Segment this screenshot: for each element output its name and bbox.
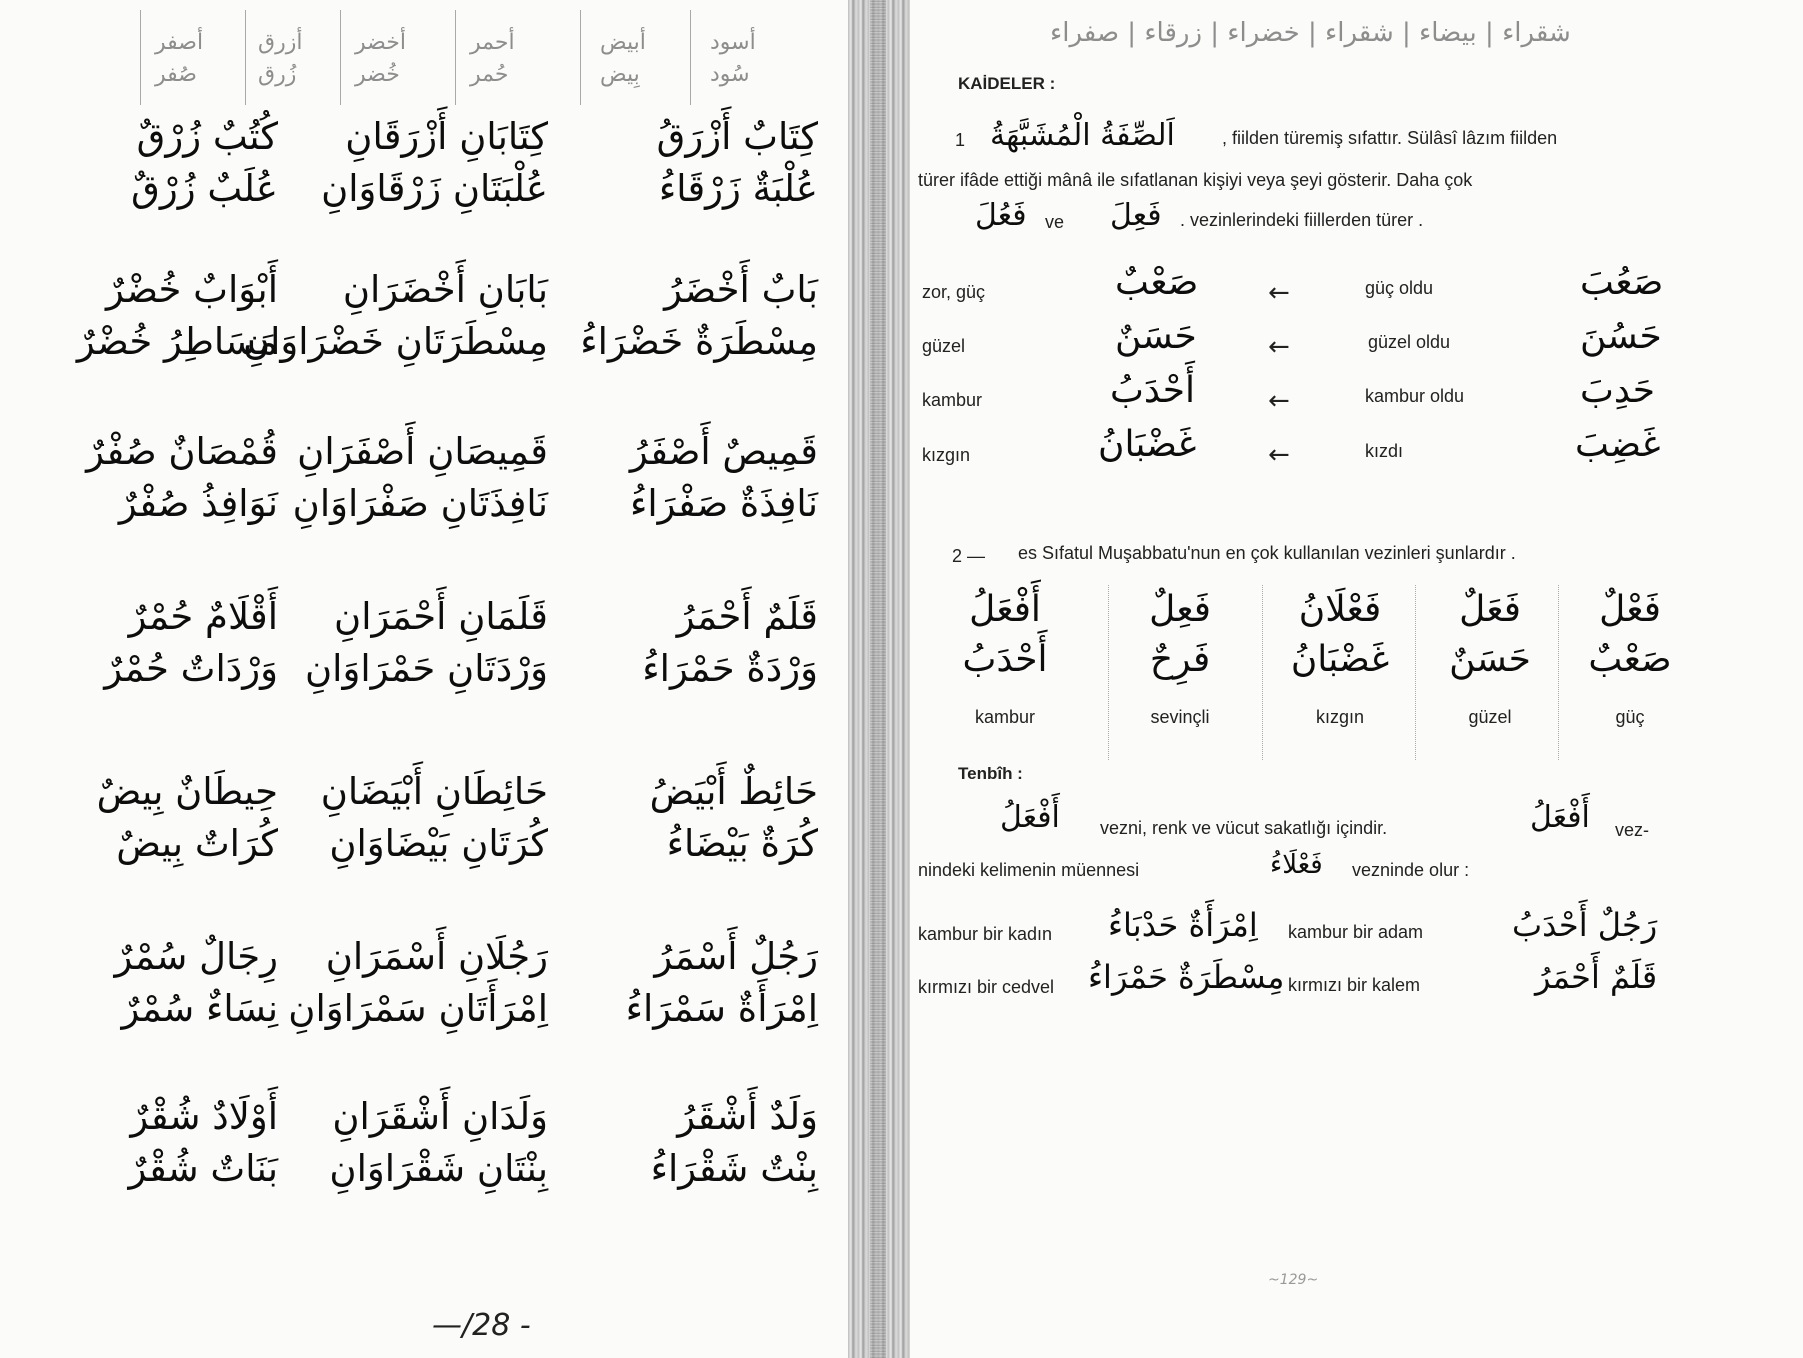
plural-masc: كُتُبٌ زُرْقٌ — [136, 115, 278, 158]
plural-masc: أَقْلَامٌ حُمْرٌ — [128, 595, 278, 638]
dual-fem: اِمْرَأَتَانِ سَمْرَاوَانِ — [288, 987, 548, 1030]
pattern-a: فَعُلَ — [975, 198, 1027, 233]
masc-translation: kambur bir adam — [1288, 922, 1424, 942]
pattern-column — [940, 585, 1070, 728]
tenbih-wazn: أَفْعَلُ — [1000, 800, 1060, 835]
pattern-translation: güç — [1615, 707, 1645, 727]
rule-ve: ve — [1045, 212, 1065, 232]
pattern-column — [1425, 585, 1555, 728]
wazn-arabic: فَعْلٌ — [1599, 589, 1661, 630]
header-note: أصفر — [155, 30, 204, 55]
wazn-arabic: أَفْعَلُ — [969, 589, 1041, 630]
verb-arabic: حَدِبَ — [1580, 370, 1656, 411]
column-divider — [1415, 585, 1416, 760]
singular-fem: عُلْبَةٌ زَرْقَاءُ — [658, 167, 818, 210]
dual-masc: قَلَمَانِ أَحْمَرَانِ — [334, 595, 548, 638]
header-note: صُفر — [155, 62, 197, 87]
pattern-translation: güzel — [1468, 707, 1512, 727]
plural-masc: أَوْلَادٌ شُقْرٌ — [130, 1095, 278, 1138]
rule-number: 1 — [955, 130, 966, 150]
plural-fem: كُرَاتٌ بِيضٌ — [116, 822, 278, 865]
dual-fem: مِسْطَرَتَانِ خَضْرَاوَانِ — [242, 320, 548, 363]
header-note: خُضر — [355, 62, 400, 87]
column-divider — [1108, 585, 1109, 760]
singular-masc: قَمِيصٌ أَصْفَرُ — [629, 430, 818, 473]
example-arabic: غَضْبَانُ — [1290, 639, 1390, 680]
singular-fem: مِسْطَرَةٌ خَضْرَاءُ — [580, 320, 818, 363]
singular-fem: كُرَةٌ بَيْضَاءُ — [666, 822, 818, 865]
example-arabic: فَرِحٌ — [1149, 639, 1211, 680]
rule-number: 2 — — [952, 546, 986, 566]
adj-translation: zor, güç — [922, 282, 986, 302]
arabic-term: اَلصِّفَةُ الْمُشَبَّهَةُ — [990, 118, 1175, 153]
adj-arabic: صَعْبٌ — [1115, 262, 1199, 303]
singular-masc: كِتَابٌ أَزْرَقُ — [656, 115, 818, 158]
rule-text-line2: türer ifâde ettiği mânâ ile sıfatlanan kişiyi veya şeyi gösterir. Daha çok — [918, 170, 1473, 190]
plural-masc: قُمْصَانٌ صُفْرٌ — [86, 430, 278, 473]
adj-translation: güzel — [922, 336, 966, 356]
plural-fem: عُلَبٌ زُرْقٌ — [131, 167, 278, 210]
right-header-notes: شقراء | بيضاء | شقراء | خضراء | زرقاء | صفراء — [1050, 18, 1571, 48]
masc-arabic: قَلَمٌ أَحْمَرُ — [1535, 958, 1658, 996]
pattern-column — [1115, 585, 1245, 728]
singular-fem: وَرْدَةٌ حَمْرَاءُ — [642, 647, 818, 690]
plural-masc: رِجَالٌ سُمْرٌ — [114, 935, 278, 978]
header-note: حُمر — [470, 62, 509, 87]
header-note: بِيض — [600, 62, 640, 87]
example-arabic: أَحْدَبُ — [962, 639, 1048, 680]
singular-fem: بِنْتٌ شَقْرَاءُ — [650, 1147, 818, 1190]
plural-fem: نِسَاءٌ سُمْرٌ — [121, 987, 278, 1030]
header-note: أسود — [710, 30, 756, 55]
verb-translation: kızdı — [1365, 441, 1404, 461]
pattern-translation: kızgın — [1315, 707, 1365, 727]
dual-fem: وَرْدَتَانِ حَمْرَاوَانِ — [305, 647, 548, 690]
pattern-b: فَعِلَ — [1110, 198, 1162, 233]
singular-masc: حَائِطٌ أَبْيَضُ — [649, 770, 818, 813]
wazn-arabic: فَعْلَانُ — [1298, 589, 1382, 630]
wazn-arabic: فَعَلٌ — [1459, 589, 1521, 630]
adj-arabic: غَضْبَانُ — [1098, 424, 1197, 465]
singular-fem: نَافِذَةٌ صَفْرَاءُ — [629, 482, 818, 525]
adj-arabic: أَحْدَبُ — [1110, 370, 1196, 411]
header-note: أزرق — [258, 30, 303, 55]
dual-fem: كُرَتَانِ بَيْضَاوَانِ — [329, 822, 548, 865]
singular-masc: رَجُلٌ أَسْمَرُ — [654, 935, 818, 978]
verb-translation: kambur oldu — [1365, 386, 1465, 406]
tenbih-text1: vezni, renk ve vücut sakatlığı içindir. — [1100, 818, 1388, 838]
dual-fem: عُلْبَتَانِ زَرْقَاوَانِ — [321, 167, 548, 210]
pattern-column — [1565, 585, 1695, 728]
arrow-icon: ← — [1268, 386, 1290, 416]
masc-arabic: رَجُلٌ أَحْدَبُ — [1512, 906, 1658, 944]
column-divider — [1558, 585, 1559, 760]
dual-masc: وَلَدَانِ أَشْقَرَانِ — [332, 1095, 548, 1138]
adj-arabic: حَسَنٌ — [1115, 316, 1197, 357]
column-divider — [1262, 585, 1263, 760]
section-title: KAİDELER : — [958, 74, 1056, 93]
rule-text: es Sıfatul Muşabbatu'nun en çok kullanılan vezinleri şunlardır . — [1018, 543, 1516, 563]
plural-masc: أَبْوَابٌ خُضْرٌ — [106, 268, 278, 311]
pattern-translation: sevinçli — [1150, 707, 1210, 727]
verb-arabic: حَسُنَ — [1580, 316, 1662, 357]
dual-fem: نَافِذَتَانِ صَفْرَاوَانِ — [292, 482, 548, 525]
page-number-right: ~129~ — [1268, 1272, 1319, 1288]
tenbih-vez: vez- — [1615, 820, 1650, 840]
singular-fem: اِمْرَأَةٌ سَمْرَاءُ — [625, 987, 818, 1030]
fem-translation: kırmızı bir cedvel — [918, 977, 1055, 997]
singular-masc: وَلَدٌ أَشْقَرُ — [677, 1095, 818, 1138]
dual-fem: بِنْتَانِ شَقْرَاوَانِ — [329, 1147, 548, 1190]
dual-masc: حَائِطَانِ أَبْيَضَانِ — [320, 770, 548, 813]
masc-translation: kırmızı bir kalem — [1288, 975, 1421, 995]
rule-text-line3: . vezinlerindeki fiillerden türer . — [1180, 210, 1424, 230]
singular-masc: قَلَمٌ أَحْمَرُ — [676, 595, 818, 638]
plural-fem: نَوَافِذُ صُفْرٌ — [118, 482, 278, 525]
dual-masc: رَجُلَانِ أَسْمَرَانِ — [325, 935, 548, 978]
dual-masc: قَمِيصَانِ أَصْفَرَانِ — [297, 430, 548, 473]
header-note: أبيض — [600, 30, 646, 55]
tenbih-text3: vezninde olur : — [1352, 860, 1470, 880]
verb-translation: güç oldu — [1365, 278, 1434, 298]
dual-masc: بَابَانِ أَخْضَرَانِ — [342, 268, 548, 311]
dual-masc: كِتَابَانِ أَزْرَقَانِ — [345, 115, 548, 158]
example-arabic: صَعْبٌ — [1588, 639, 1672, 680]
plural-masc: حِيطَانٌ بِيضٌ — [96, 770, 278, 813]
fem-arabic: مِسْطَرَةٌ حَمْرَاءُ — [1088, 958, 1285, 996]
tenbih-text2: nindeki kelimenin müennesi — [918, 860, 1140, 880]
header-note: زُرق — [258, 62, 297, 87]
verb-arabic: صَعُبَ — [1580, 262, 1664, 303]
arrow-icon: ← — [1268, 440, 1290, 470]
arrow-icon: ← — [1268, 278, 1290, 308]
book-spine — [848, 0, 910, 1358]
tenbih-title: Tenbîh : — [958, 764, 1023, 783]
header-note: أخضر — [355, 30, 406, 55]
fem-translation: kambur bir kadın — [918, 924, 1053, 944]
pattern-column — [1275, 585, 1405, 728]
rule-text-line1: , fiilden türemiş sıfattır. Sülâsî lâzım fiilden — [1222, 128, 1558, 148]
pattern-translation: kambur — [974, 707, 1036, 727]
wazn-arabic: فَعِلٌ — [1149, 589, 1211, 630]
header-note: أحمر — [470, 30, 515, 55]
fem-arabic: اِمْرَأَةٌ حَدْبَاءُ — [1108, 906, 1258, 944]
verb-translation: güzel oldu — [1368, 332, 1451, 352]
plural-fem: وَرْدَاتٌ حُمْرٌ — [104, 647, 278, 690]
adj-translation: kızgın — [922, 445, 971, 465]
header-note: سُود — [710, 62, 750, 87]
tenbih-fem-wazn: فَعْلَاءُ — [1270, 850, 1323, 880]
page-number-left: —/28 - — [432, 1308, 531, 1343]
plural-fem: بَنَاتٌ شُقْرٌ — [128, 1147, 278, 1190]
example-arabic: حَسَنٌ — [1449, 639, 1531, 680]
arrow-icon: ← — [1268, 332, 1290, 362]
singular-masc: بَابٌ أَخْضَرُ — [664, 268, 818, 311]
verb-arabic: غَضِبَ — [1575, 424, 1661, 465]
tenbih-wazn2: أَفْعَلُ — [1530, 800, 1590, 835]
plural-fem: مَسَاطِرُ خُضْرٌ — [76, 320, 278, 363]
adj-translation: kambur — [922, 390, 983, 410]
